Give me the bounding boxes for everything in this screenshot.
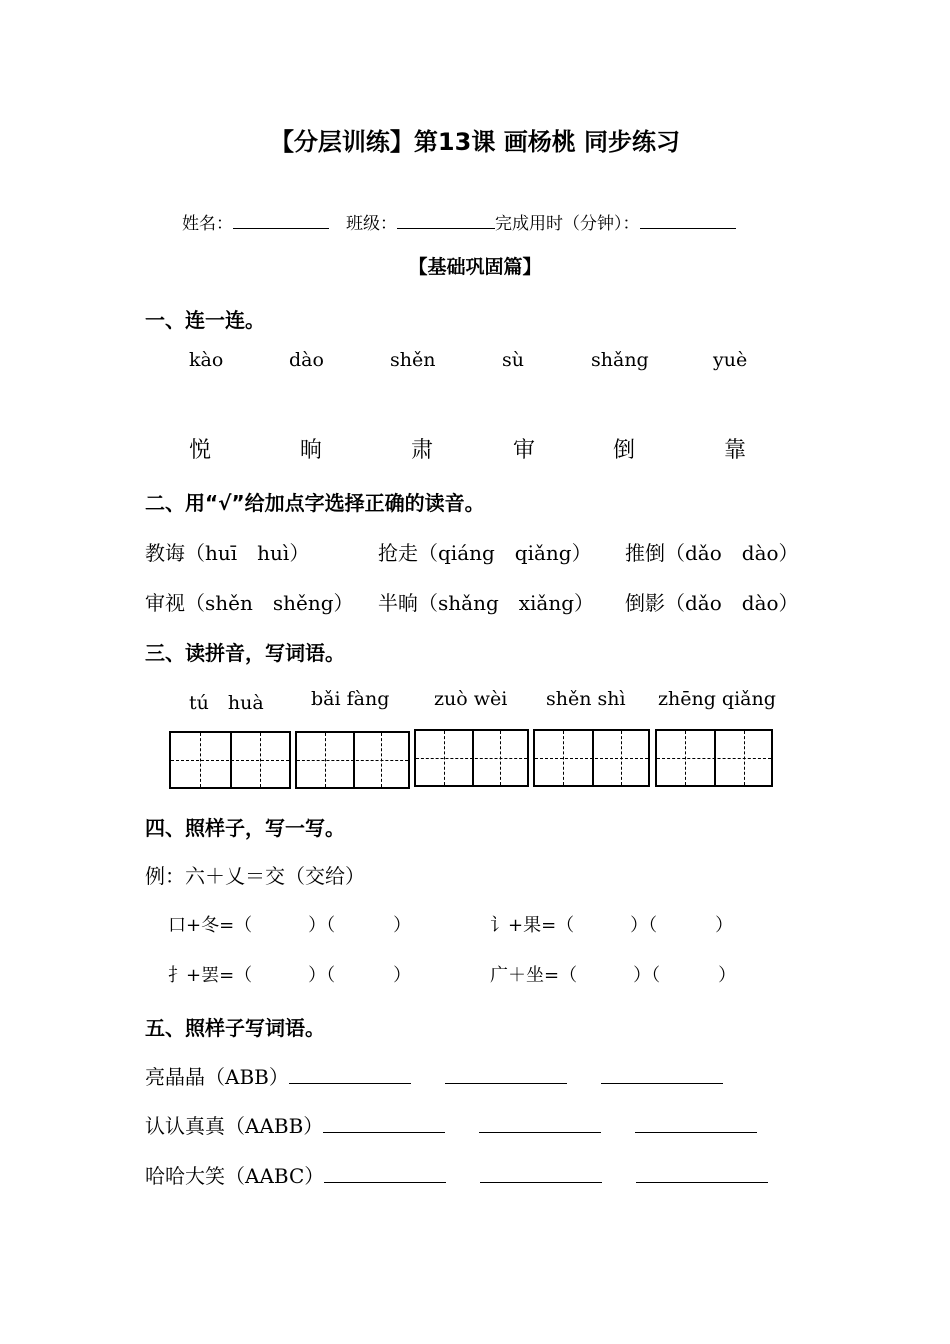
s2-item: 抢走（qiáng qiǎng） — [378, 541, 592, 565]
answer-line[interactable] — [635, 1112, 757, 1133]
s4-item: 广＋坐=（ ）（ ） — [490, 965, 737, 986]
s5-row: 哈哈大笑（AABC） — [145, 1160, 768, 1189]
s3-pinyin: zhēng qiǎng — [658, 688, 776, 710]
s2-item: 推倒（dǎo dào） — [625, 541, 799, 565]
writing-grid[interactable] — [169, 731, 291, 789]
s3-pinyin: bǎi fàng — [311, 688, 390, 710]
answer-line[interactable] — [445, 1063, 567, 1084]
name-blank[interactable] — [233, 212, 329, 229]
s5-row: 亮晶晶（ABB） — [145, 1061, 723, 1090]
s1-char: 晌 — [300, 438, 323, 463]
s1-pinyin: shǎng — [591, 349, 649, 371]
s4-item: 讠+果=（ ）（ ） — [490, 915, 734, 936]
class-label: 班级： 完成用时（分钟）： — [346, 209, 736, 234]
page-title: 【分层训练】第13课 画杨桃 同步练习 — [269, 128, 681, 156]
answer-line[interactable] — [323, 1112, 445, 1133]
class-blank[interactable] — [397, 212, 495, 229]
s1-pinyin: dào — [289, 349, 324, 371]
s5-heading: 五、照样子写词语。 — [145, 1016, 325, 1040]
s3-heading: 三、读拼音，写词语。 — [145, 641, 345, 665]
s3-pinyin: tú huà — [189, 692, 264, 714]
name-label: 姓名： — [182, 209, 329, 234]
s4-item: 扌+罢=（ ）（ ） — [168, 965, 412, 986]
s2-item: 倒影（dǎo dào） — [625, 591, 799, 615]
s4-example: 例：六＋乂＝交（交给） — [145, 864, 365, 888]
s1-char: 悦 — [189, 438, 212, 463]
writing-grid[interactable] — [414, 729, 529, 787]
s2-item: 半晌（shǎng xiǎng） — [378, 591, 595, 615]
answer-line[interactable] — [480, 1162, 602, 1183]
s2-item: 教诲（huī huì） — [145, 541, 310, 565]
s2-item: 审视（shěn shěng） — [145, 591, 354, 615]
s3-pinyin: shěn shì — [546, 688, 626, 710]
section-subtitle: 【基础巩固篇】 — [408, 256, 542, 278]
s1-char: 审 — [513, 438, 536, 463]
answer-line[interactable] — [289, 1063, 411, 1084]
s1-pinyin: kào — [189, 349, 224, 371]
s5-row: 认认真真（AABB） — [145, 1110, 757, 1139]
writing-grid[interactable] — [533, 729, 650, 787]
writing-grid[interactable] — [295, 731, 410, 789]
answer-line[interactable] — [601, 1063, 723, 1084]
s3-pinyin: zuò wèi — [434, 688, 508, 710]
s1-char: 靠 — [724, 438, 747, 463]
time-blank[interactable] — [640, 212, 736, 229]
answer-line[interactable] — [479, 1112, 601, 1133]
s4-heading: 四、照样子，写一写。 — [145, 816, 345, 840]
s1-heading: 一、连一连。 — [145, 308, 265, 332]
s1-pinyin: yuè — [713, 349, 748, 371]
writing-grid[interactable] — [655, 729, 773, 787]
s1-char: 倒 — [613, 438, 636, 463]
s4-item: 口+冬=（ ）（ ） — [168, 915, 412, 936]
answer-line[interactable] — [324, 1162, 446, 1183]
s1-char: 肃 — [411, 438, 434, 463]
s2-heading: 二、用“√”给加点字选择正确的读音。 — [145, 491, 485, 515]
answer-line[interactable] — [636, 1162, 768, 1183]
s1-pinyin: shěn — [390, 349, 436, 371]
s1-pinyin: sù — [502, 349, 524, 371]
